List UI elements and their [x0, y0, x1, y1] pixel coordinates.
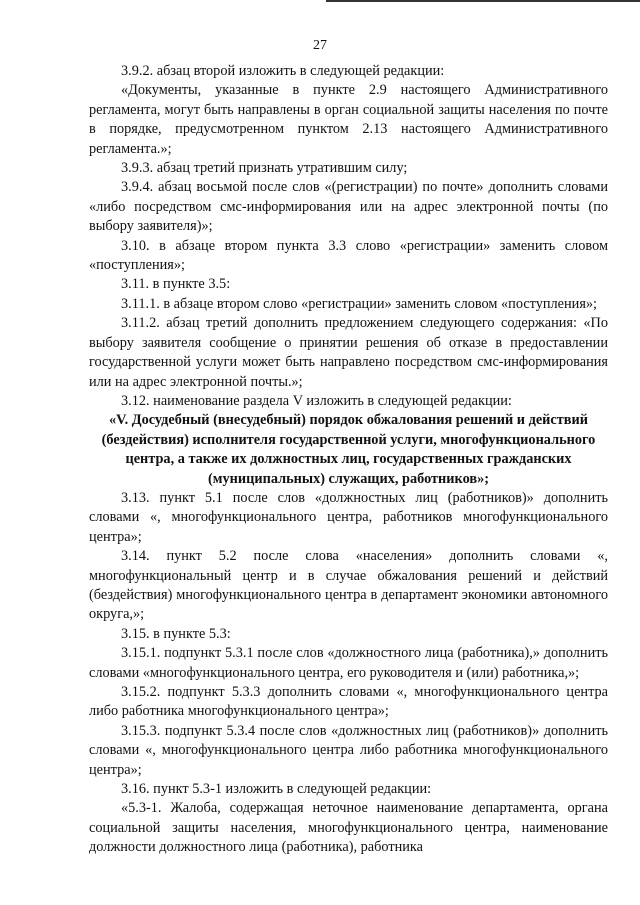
paragraph-3-15-2: 3.15.2. подпункт 5.3.3 дополнить словами «, многофункционального центра либо работника многофункционального центра»; [89, 684, 608, 720]
paragraph-3-12: 3.12. наименование раздела V изложить в следующей редакции: [121, 392, 512, 409]
paragraph-3-16: 3.16. пункт 5.3-1 изложить в следующей редакции: [121, 781, 432, 798]
paragraph-3-11-1: 3.11.1. в абзаце втором слово «регистрации» заменить словом «поступления»; [121, 295, 598, 312]
paragraph-3-15-1: 3.15.1. подпункт 5.3.1 после слов «должностного лица (работника),» дополнить словами «многофункционального центра, его руководителя и (или) работника,»; [89, 645, 608, 681]
paragraph-3-9-2: 3.9.2. абзац второй изложить в следующей редакции: [121, 63, 445, 79]
quote-documents: «Документы, указанные в пункте 2.9 настоящего Административного регламента, могут быть направлены в орган социальной защиты населения по почте в порядке, предусмотренном пунктом 2.13 настоящего Административного регламента.»; [89, 82, 608, 157]
paragraph-3-13: 3.13. пункт 5.1 после слов «должностных лиц (работников)» дополнить словами «, многофункционального центра, работников многофункционального центра»; [89, 489, 608, 545]
paragraph-3-9-3: 3.9.3. абзац третий признать утратившим силу; [121, 160, 408, 177]
paragraph-3-15-3: 3.15.3. подпункт 5.3.4 после слов «должностных лиц (работников)» дополнить словами «, многофункционального центра либо работника многофункционального центра»; [89, 722, 608, 778]
paragraph-3-14: 3.14. пункт 5.2 после слова «населения» дополнить словами «, многофункциональный центр и в случае обжалования решений и действий (бездействия) многофункционального центра в департамент экономики автономного округа,»; [89, 548, 608, 623]
paragraph-3-9-4: 3.9.4. абзац восьмой после слов «(регистрации) по почте» дополнить словами «либо посредством смс-информирования или на адрес электронной почты (по выбору заявителя)»; [89, 179, 608, 235]
paragraph-3-15: 3.15. в пункте 5.3: [121, 625, 231, 642]
paragraph-3-11-2: 3.11.2. абзац третий дополнить предложением следующего содержания: «По выбору заявителя сообщение о принятии решения об отказе в предоставлении государственной услуги может быть направлено посредством смс-информирования или на адрес электронной почты.»; [89, 315, 608, 390]
document-body [89, 62, 608, 858]
page-number: 27 [313, 38, 327, 53]
quote-5-3-1: «5.3-1. Жалоба, содержащая неточное наименование департамента, органа социальной защиты населения, многофункционального центра, наименование должности должностного лица (работника), работника [89, 800, 608, 856]
paragraph-3-11: 3.11. в пункте 3.5: [121, 276, 231, 293]
paragraph-3-10: 3.10. в абзаце втором пункта 3.3 слово «регистрации» заменить словом «поступления»; [89, 237, 608, 274]
section-v-title: «V. Досудебный (внесудебный) порядок обжалования решений и действий (бездействия) исполнителя государственной услуги, многофункционального центра, а также их должностных лиц, государственных гражданских (муниципальных) служащих, работников»; [101, 412, 596, 487]
top-border-line [326, 0, 640, 2]
